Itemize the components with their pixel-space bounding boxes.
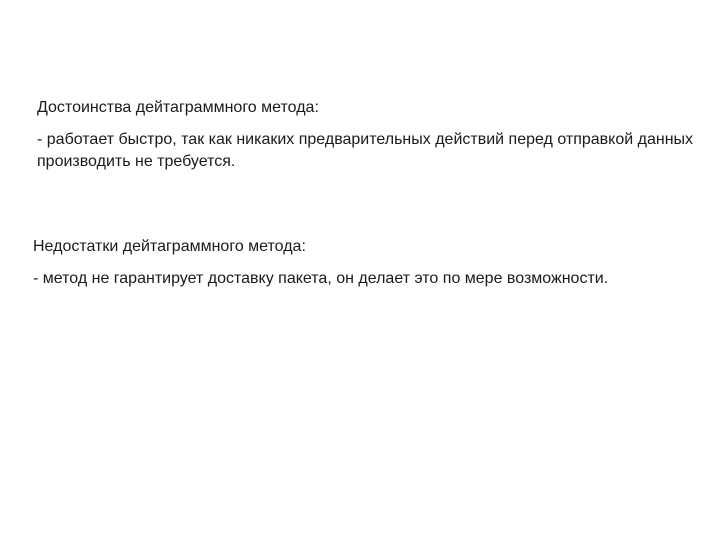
disadvantages-section xyxy=(33,236,693,290)
advantages-heading: Достоинства дейтаграммного метода: xyxy=(37,99,319,116)
disadvantages-text: - метод не гарантирует доставку пакета, он делает это по мере возможности. xyxy=(33,270,609,287)
advantages-section xyxy=(37,97,697,173)
disadvantages-heading: Недостатки дейтаграммного метода: xyxy=(33,238,306,255)
advantages-text: - работает быстро, так как никаких предварительных действий перед отправкой данных производить не требуется. xyxy=(37,131,694,170)
